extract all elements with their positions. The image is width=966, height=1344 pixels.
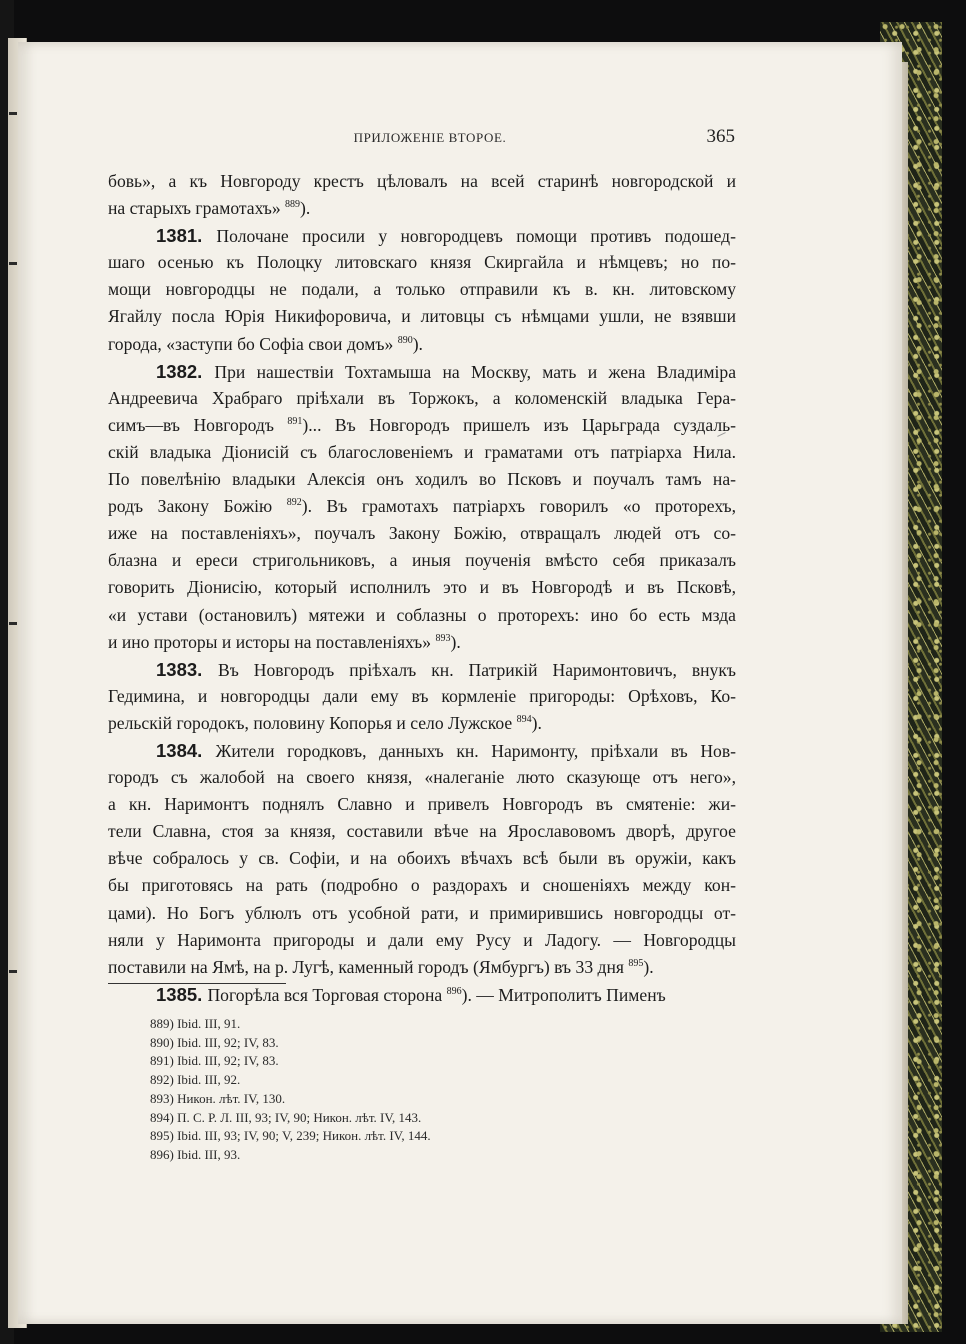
- text-line: 1381. Полочане просили у новгородцевъ помощи противъ подошед-: [156, 225, 736, 247]
- text-line: иже на поставленіяхъ», поучалъ Закону Божію, отвращалъ людей отъ со-: [108, 523, 736, 544]
- footnotes: [150, 1015, 650, 1165]
- binding-thread: [9, 622, 17, 625]
- footnote: 894) П. С. Р. Л. III, 93; IV, 90; Никон. лѣт. IV, 143.: [150, 1109, 422, 1125]
- text-line: поставили на Ямѣ, на р. Лугѣ, каменный городъ (Ямбургъ) въ 33 дня $^{895}$).: [108, 956, 654, 977]
- text-line: блазна и ереси стригольниковъ, а иныя поученія вмѣсто себя приказалъ: [108, 550, 736, 571]
- footnote-ref: 893: [435, 632, 451, 644]
- running-head: [0, 126, 966, 150]
- text-line: городъ съ жалобой на своего князя, «налеганіе люто сказующе отъ него»,: [108, 767, 736, 788]
- main-text: [108, 168, 736, 1008]
- text-line: 1383. Въ Новгородъ пріѣхалъ кн. Патрикій Наримонтовичъ, внукъ: [156, 658, 737, 680]
- binding-thread: [9, 262, 17, 265]
- text-line: бы приготовясь на рать (подробно о раздорахъ и сношеніяхъ между кон-: [108, 875, 736, 896]
- text-line: и ино проторы и исторы на поставленіяхъ» $^{893}$).: [108, 631, 461, 652]
- text-line: говорить Діонисію, который исполнилъ это и въ Новгородѣ и въ Псковѣ,: [108, 577, 736, 598]
- footnote-ref: 889: [285, 199, 301, 211]
- text-line: Андреевича Храбраго пріѣхали въ Торжокъ, а коломенскій владыка Гера-: [108, 387, 736, 408]
- year-heading: 1384.: [156, 739, 216, 761]
- text-line: «и устави (остановилъ) мятежи и соблазны о проторехъ: ино бо есть мзда: [108, 604, 736, 625]
- text-line: По повелѣнію владыки Алексія онъ ходилъ во Псковъ и поучалъ тамъ на-: [108, 469, 736, 490]
- text-line: бовь», а къ Новгороду крестъ цѣловалъ на всей старинѣ новгородской и: [108, 171, 736, 191]
- footnote: 891) Ibid. III, 92; IV, 83.: [150, 1053, 279, 1069]
- text-line: Гедимина, и новгородцы дали ему въ кормленіе пригороды: Орѣховъ, Ко-: [108, 685, 736, 706]
- text-line: а кн. Наримонтъ поднялъ Славно и привелъ Новгородъ въ смятеніе: жи-: [108, 794, 736, 815]
- footnote-ref: 891: [287, 415, 303, 427]
- text-line: вѣче собралось у св. Софіи, и на обоихъ вѣчахъ всѣ были въ оружіи, какъ: [108, 848, 736, 869]
- text-line: цами). Но Богъ ублюлъ отъ усобной рати, и примирившись новгородцы от-: [108, 902, 736, 923]
- text-line: скій владыка Діонисій съ благословеніемъ и граматами отъ патріарха Нила.: [108, 441, 736, 462]
- text-line: мощи новгородцы не подали, а только отправили къ в. кн. литовскому: [108, 279, 736, 300]
- page-number: 365: [706, 126, 735, 147]
- text-line: родъ Закону Божію $^{892}$). Въ грамотахъ патріархъ говорилъ «о проторехъ,: [108, 496, 736, 517]
- year-heading: 1382.: [156, 360, 215, 382]
- footnote-ref: 894: [516, 713, 532, 725]
- text-line: 1382. При нашествіи Тохтамыша на Москву, мать и жена Владиміра: [156, 360, 737, 382]
- footnote: 892) Ibid. III, 92.: [150, 1072, 241, 1088]
- text-line: шаго осенью къ Полоцку литовскаго князя Скиргайла и нѣмцевъ; но по-: [108, 252, 736, 273]
- footnote: 890) Ibid. III, 92; IV, 83.: [150, 1034, 279, 1050]
- binding-thread: [9, 112, 17, 115]
- text-line: тели Славна, стоя за князя, составили вѣче на Ярославовомъ дворѣ, другое: [108, 821, 736, 842]
- text-line: города, «заступи бо Софіа свои домъ» $^{890}$).: [108, 333, 423, 354]
- footnote-ref: 895: [628, 957, 644, 969]
- text-line: симъ—въ Новгородъ $^{891}$)... Въ Новгородъ пришелъ изъ Царьграда суздаль-: [108, 414, 736, 435]
- footnote-ref: 896: [446, 985, 462, 997]
- text-line: рельскій городокъ, половину Копорья и село Лужское $^{894}$).: [108, 712, 542, 733]
- year-heading: 1385.: [156, 983, 208, 1005]
- year-heading: 1383.: [156, 658, 218, 680]
- running-head-title: ПРИЛОЖЕНІЕ ВТОРОЕ.: [353, 130, 507, 145]
- footnote: 896) Ibid. III, 93.: [150, 1146, 241, 1162]
- year-heading: 1381.: [156, 225, 217, 247]
- footnote-ref: 890: [397, 334, 413, 346]
- footnote: 895) Ibid. III, 93; IV, 90; V, 239; Никон. лѣт. IV, 144.: [150, 1128, 431, 1144]
- text-line: няли у Наримонта пригороды и дали ему Русу и Ладогу. — Новгородцы: [108, 929, 736, 950]
- footnote-rule: [108, 983, 286, 984]
- text-line: Ягайлу посла Юрія Никифоровича, и литовцы съ нѣмцами ушли, не взявши: [108, 306, 736, 327]
- text-line: на старыхъ грамотахъ» $^{889}$).: [108, 198, 311, 219]
- footnote: 889) Ibid. III, 91.: [150, 1016, 241, 1031]
- footnote: 893) Никон. лѣт. IV, 130.: [150, 1090, 286, 1106]
- text-line: 1384. Жители городковъ, данныхъ кн. Наримонту, пріѣхали въ Нов-: [156, 739, 736, 761]
- footnote-ref: 892: [286, 497, 302, 509]
- text-line: 1385. Погорѣла вся Торговая сторона $^{896}$). — Митрополитъ Пименъ: [156, 983, 666, 1005]
- binding-thread: [9, 970, 17, 973]
